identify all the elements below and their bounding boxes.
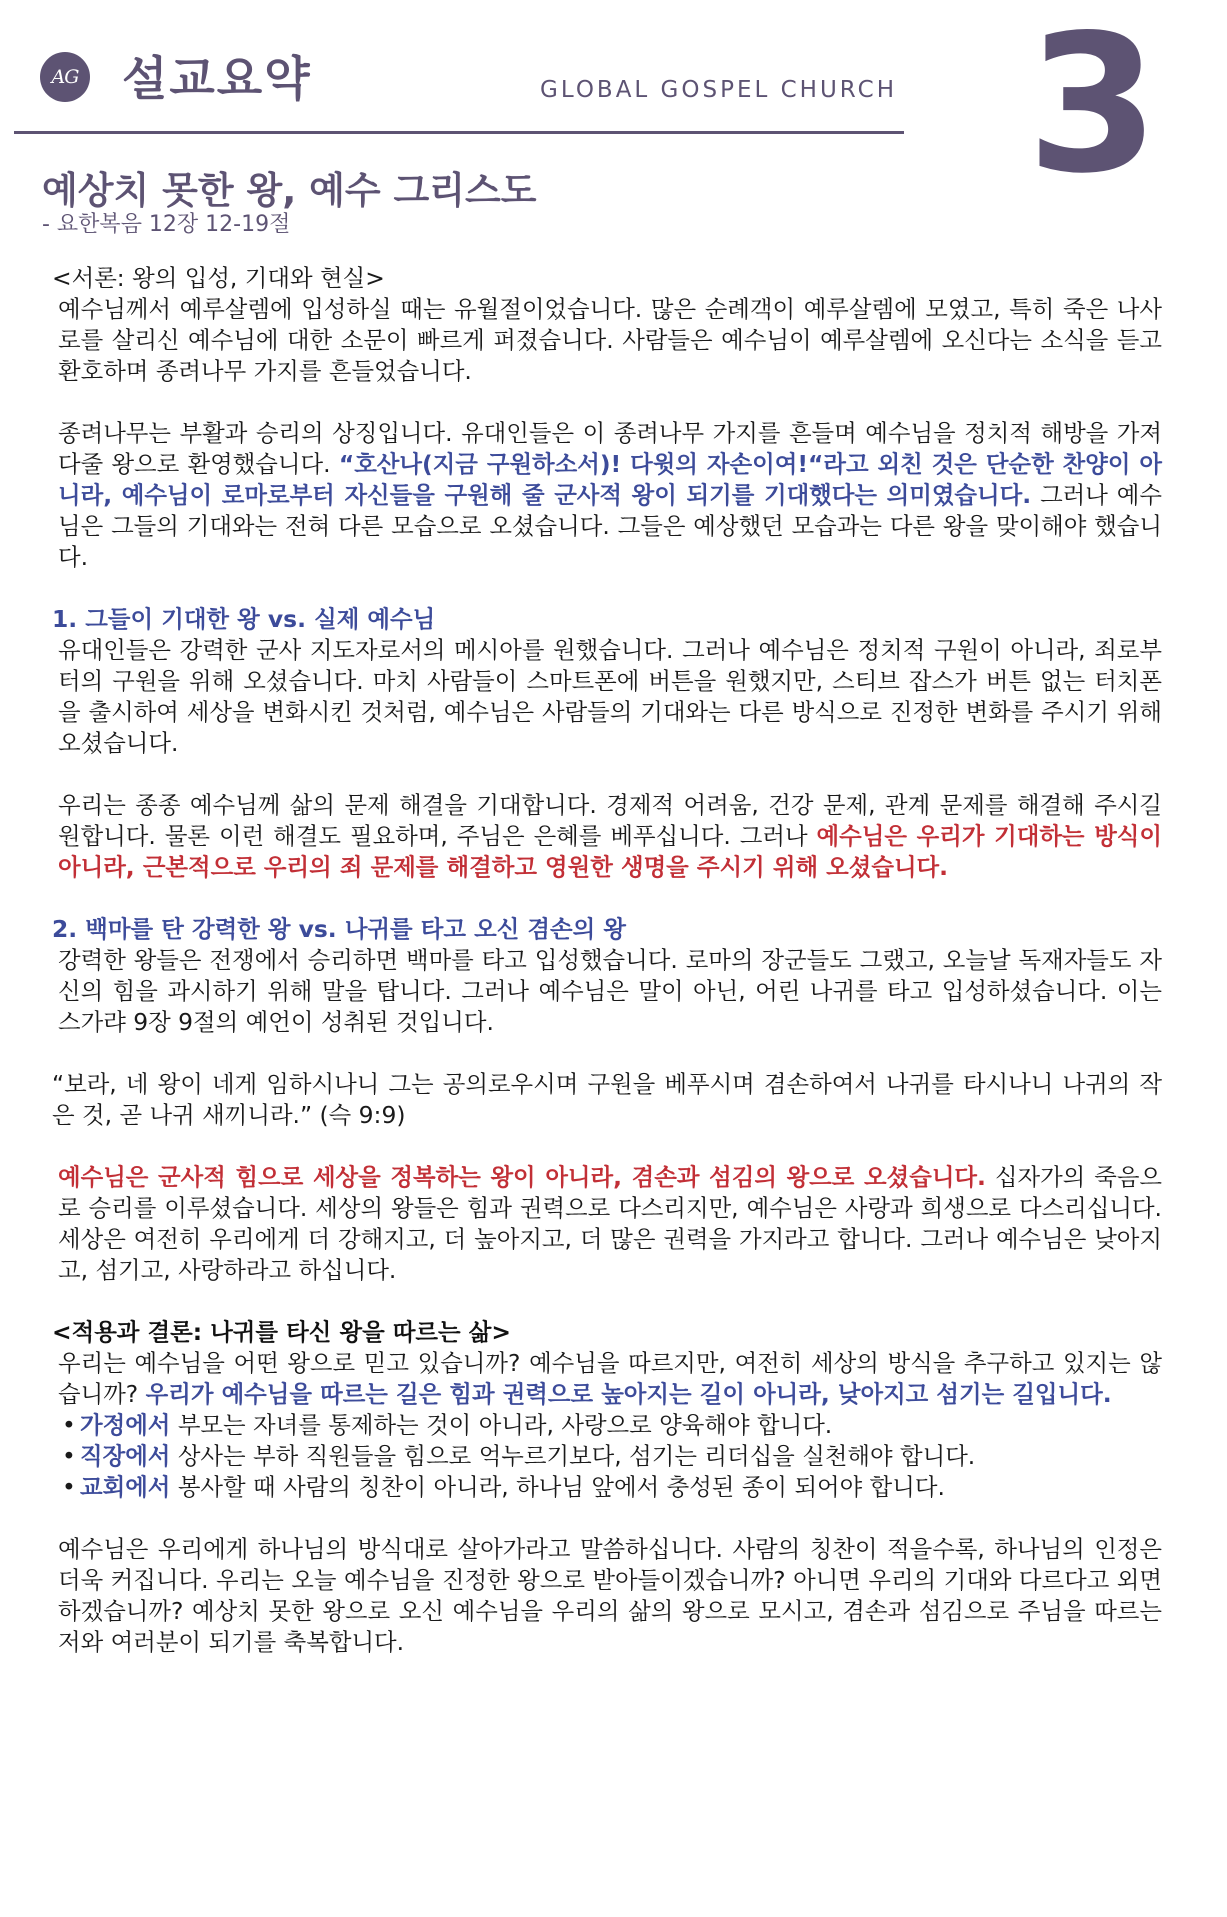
list-item <box>62 1410 1162 1441</box>
header-divider <box>14 131 904 134</box>
conclusion-heading: <적용과 결론: 나귀를 타신 왕을 따르는 삶> <box>52 1318 511 1346</box>
conclusion-p1-text: 우리는 예수님을 어떤 왕으로 믿고 있습니까? 예수님을 따르지만, 여전히 세상의 방식을 추구하고 있지는 않습니까? <box>58 1349 1162 1408</box>
church-logo: AG <box>40 52 90 102</box>
section-1-paragraph-2 <box>52 790 1162 883</box>
section-2-heading: 2. 백마를 탄 강력한 왕 vs. 나귀를 타고 오신 겸손의 왕 <box>52 915 626 943</box>
application-label: 직장에서 <box>80 1442 171 1470</box>
list-item <box>62 1441 1162 1472</box>
intro-p2-emphasis: “호산나(지금 구원하소서)! 다윗의 자손이여!“라고 외친 것은 단순한 찬양이 아니라, 예수님이 로마로부터 자신들을 구원해 줄 군사적 왕이 되기를 기대했다는 의미였습니다. <box>58 450 1163 509</box>
application-list <box>52 1410 1162 1503</box>
page-number: 3 <box>1026 0 1159 215</box>
sermon-title: 예상치 못한 왕, 예수 그리스도 <box>42 169 537 212</box>
intro-p2-text: 종려나무는 부활과 승리의 상징입니다. 유대인들은 이 종려나무 가지를 흔들며 예수님을 정치적 해방을 가져다줄 왕으로 환영했습니다. <box>58 419 1162 478</box>
church-name: GLOBAL GOSPEL CHURCH <box>540 77 897 103</box>
intro-paragraph-2 <box>52 418 1162 573</box>
application-text: 상사는 부하 직원들을 힘으로 억누르기보다, 섬기는 리더십을 실천해야 합니다. <box>170 1442 976 1470</box>
intro-p2-ending: 그러나 예수님은 그들의 기대와는 전혀 다른 모습으로 오셨습니다. 그들은 예상했던 모습과는 다른 왕을 맞이해야 했습니다. <box>58 481 1163 571</box>
section-1-paragraph-1: 유대인들은 강력한 군사 지도자로서의 메시아를 원했습니다. 그러나 예수님은 정치적 구원이 아니라, 죄로부터의 구원을 위해 오셨습니다. 마치 사람들이 스마트폰에 버튼을 원했지만, 스티브 잡스가 버튼 없는 터치폰을 출시하여 세상을 변화시킨 것처럼, 예수님은 사람들의 기대와는 다른 방식으로 진정한 변화를 주시기 위해 오셨습니다. <box>58 636 1162 757</box>
section-1-heading: 1. 그들이 기대한 왕 vs. 실제 예수님 <box>52 605 436 633</box>
sermon-body <box>52 263 1162 1658</box>
intro-paragraph-1: 예수님께서 예루살렘에 입성하실 때는 유월절이었습니다. 많은 순례객이 예루살렘에 모였고, 특히 죽은 나사로를 살리신 예수님에 대한 소문이 빠르게 퍼졌습니다. 사람들은 예수님이 예루살렘에 오신다는 소식을 듣고 환호하며 종려나무 가지를 흔들었습니다. <box>58 295 1162 385</box>
bulletin-title: 설교요약 <box>122 52 312 107</box>
conclusion-p1-emphasis: 우리가 예수님을 따르는 길은 힘과 권력으로 높아지는 길이 아니라, 낮아지고 섬기는 길입니다. <box>145 1380 1112 1408</box>
application-label: 가정에서 <box>80 1411 171 1439</box>
section-2-p2-text: 십자가의 죽음으로 승리를 이루셨습니다. 세상의 왕들은 힘과 권력으로 다스리지만, 예수님은 사랑과 희생으로 다스리십니다. 세상은 여전히 우리에게 더 강해지고, 더 높아지고, 더 많은 권력을 가지라고 합니다. 그러나 예수님은 낮아지고, 섬기고, 사랑하라고 하십니다. <box>58 1163 1163 1284</box>
intro-heading: <서론: 왕의 입성, 기대와 현실> <box>52 264 385 292</box>
application-text: 부모는 자녀를 통제하는 것이 아니라, 사랑으로 양육해야 합니다. <box>170 1411 833 1439</box>
conclusion-paragraph-2: 예수님은 우리에게 하나님의 방식대로 살아가라고 말씀하십니다. 사람의 칭찬이 적을수록, 하나님의 인정은 더욱 커집니다. 우리는 오늘 예수님을 진정한 왕으로 받아들이겠습니까? 아니면 우리의 기대와 다르다고 외면하겠습니까? 예상치 못한 왕으로 오신 예수님을 우리의 삶의 왕으로 모시고, 겸손과 섬김으로 주님을 따르는 저와 여러분이 되기를 축복합니다. <box>58 1535 1162 1656</box>
application-text: 봉사할 때 사람의 칭찬이 아니라, 하나님 앞에서 충성된 종이 되어야 합니다. <box>170 1473 945 1501</box>
application-label: 교회에서 <box>80 1473 171 1501</box>
section-2-paragraph-2 <box>52 1162 1162 1286</box>
scripture-reference: - 요한복음 12장 12-19절 <box>42 212 291 237</box>
section-2-paragraph-1: 강력한 왕들은 전쟁에서 승리하면 백마를 타고 입성했습니다. 로마의 장군들도 그랬고, 오늘날 독재자들도 자신의 힘을 과시하기 위해 말을 탑니다. 그러나 예수님은 말이 아닌, 어린 나귀를 타고 입성하셨습니다. 이는 스가랴 9장 9절의 예언이 성취된 것입니다. <box>58 946 1162 1036</box>
conclusion-paragraph-1 <box>52 1348 1162 1410</box>
page-header <box>0 0 1227 240</box>
section-1-p2-emphasis: 예수님은 우리가 기대하는 방식이 아니라, 근본적으로 우리의 죄 문제를 해결하고 영원한 생명을 주시기 위해 오셨습니다. <box>58 822 1162 881</box>
list-item <box>62 1472 1162 1503</box>
scripture-quote: “보라, 네 왕이 네게 임하시나니 그는 공의로우시며 구원을 베푸시며 겸손하여서 나귀를 타시나니 나귀의 작은 것, 곧 나귀 새끼니라.” (슥 9:9) <box>52 1070 1162 1129</box>
section-1-p2-text: 우리는 종종 예수님께 삶의 문제 해결을 기대합니다. 경제적 어려움, 건강 문제, 관계 문제를 해결해 주시길 원합니다. 물론 이런 해결도 필요하며, 주님은 은혜를 베푸십니다. 그러나 <box>58 791 1162 850</box>
section-2-p2-emphasis: 예수님은 군사적 힘으로 세상을 정복하는 왕이 아니라, 겸손과 섬김의 왕으로 오셨습니다. <box>58 1163 986 1191</box>
